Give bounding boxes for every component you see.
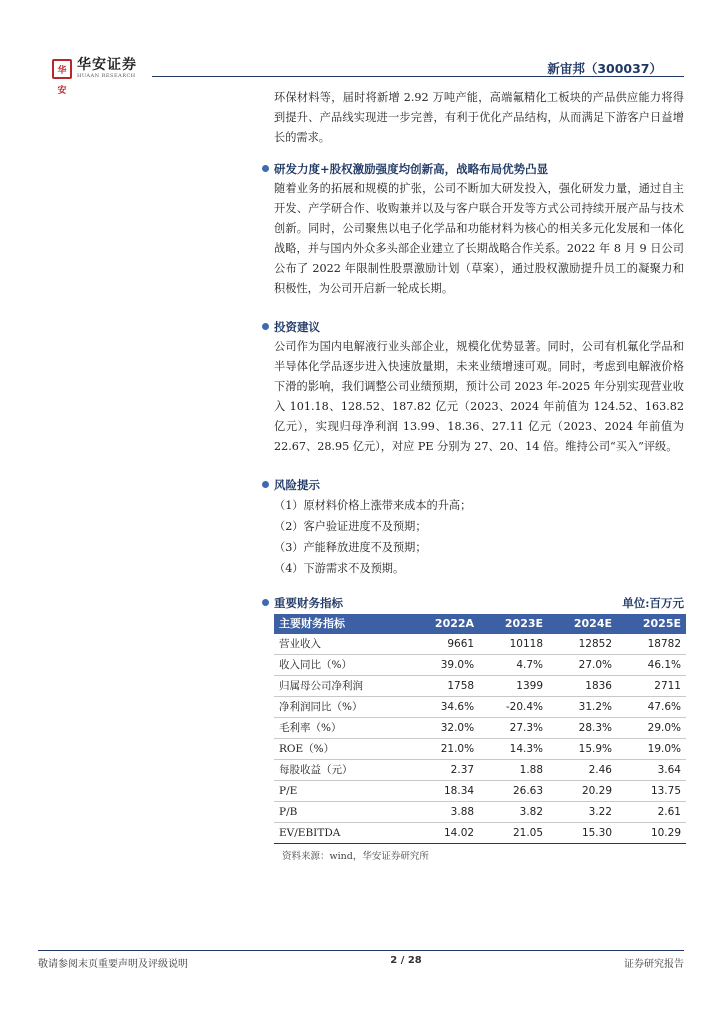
table-cell: 3.22	[548, 802, 617, 823]
table-cell: 3.64	[617, 760, 686, 781]
financials-section	[274, 593, 684, 867]
table-cell: 1.88	[479, 760, 548, 781]
row-label: P/B	[274, 802, 409, 823]
table-cell: 1758	[409, 676, 479, 697]
table-cell: 27.0%	[548, 655, 617, 676]
page-number: 2 / 28	[390, 955, 422, 966]
column-header: 2023E	[479, 614, 548, 634]
table-cell: 13.75	[617, 781, 686, 802]
bullet-icon	[262, 165, 269, 172]
table-cell: 9661	[409, 634, 479, 655]
footer-divider	[38, 950, 684, 951]
company-logo	[52, 57, 137, 96]
table-cell: 21.05	[479, 823, 548, 844]
column-header: 主要财务指标	[274, 614, 409, 634]
footer-label: 证券研究报告	[624, 959, 684, 970]
intro-paragraph: 环保材料等，届时将新增 2.92 万吨产能，高端氟精化工板块的产品供应能力将得到提升、产品线实现进一步完善，有利于优化产品结构，从而满足下游客户日益增长的需求。	[274, 91, 684, 144]
footer-disclaimer: 敬请参阅末页重要声明及评级说明	[38, 959, 188, 970]
page-footer	[38, 950, 684, 970]
table-cell: 3.88	[409, 802, 479, 823]
table-row	[274, 676, 686, 697]
table-row	[274, 634, 686, 655]
table-cell: 12852	[548, 634, 617, 655]
header-divider	[152, 76, 684, 77]
table-cell: -20.4%	[479, 697, 548, 718]
table-cell: 31.2%	[548, 697, 617, 718]
risk-item: （1）原材料价格上涨带来成本的升高；	[274, 499, 472, 512]
column-header: 2022A	[409, 614, 479, 634]
main-content	[274, 88, 684, 867]
invest-section-title	[262, 317, 684, 337]
row-label: 毛利率（%）	[274, 718, 409, 739]
table-row	[274, 760, 686, 781]
row-label: 归属母公司净利润	[274, 676, 409, 697]
table-cell: 14.3%	[479, 739, 548, 760]
table-cell: 15.30	[548, 823, 617, 844]
table-row	[274, 781, 686, 802]
table-cell: 32.0%	[409, 718, 479, 739]
column-header: 2025E	[617, 614, 686, 634]
invest-title-text: 投资建议	[274, 320, 320, 334]
table-cell: 46.1%	[617, 655, 686, 676]
table-cell: 2.46	[548, 760, 617, 781]
table-cell: 14.02	[409, 823, 479, 844]
invest-section	[274, 317, 684, 457]
table-cell: 10.29	[617, 823, 686, 844]
table-row	[274, 655, 686, 676]
risk-section	[274, 475, 684, 579]
financials-title	[262, 593, 343, 613]
bullet-icon	[262, 481, 269, 488]
table-cell: 4.7%	[479, 655, 548, 676]
table-row	[274, 718, 686, 739]
bullet-icon	[262, 599, 269, 606]
row-label: ROE（%）	[274, 739, 409, 760]
table-header-row	[274, 614, 686, 634]
table-cell: 47.6%	[617, 697, 686, 718]
table-cell: 18.34	[409, 781, 479, 802]
bullet-icon	[262, 323, 269, 330]
risk-item: （4）下游需求不及预期。	[274, 562, 405, 575]
table-cell: 15.9%	[548, 739, 617, 760]
rd-title-text: 研发力度+股权激励强度均创新高，战略布局优势凸显	[274, 162, 549, 176]
table-row	[274, 739, 686, 760]
table-cell: 10118	[479, 634, 548, 655]
table-cell: 26.63	[479, 781, 548, 802]
report-stock-title: 新宙邦（300037）	[547, 61, 662, 76]
financials-title-text: 重要财务指标	[274, 596, 343, 610]
table-cell: 2711	[617, 676, 686, 697]
financials-table-body	[274, 634, 686, 844]
table-cell: 1399	[479, 676, 548, 697]
table-row	[274, 823, 686, 844]
column-header: 2024E	[548, 614, 617, 634]
risk-item: （2）客户验证进度不及预期；	[274, 520, 427, 533]
financials-table	[274, 614, 686, 844]
table-cell: 29.0%	[617, 718, 686, 739]
row-label: 净利润同比（%）	[274, 697, 409, 718]
logo-name: 华安证券	[77, 57, 137, 73]
table-cell: 1836	[548, 676, 617, 697]
table-cell: 28.3%	[548, 718, 617, 739]
row-label: 每股收益（元）	[274, 760, 409, 781]
row-label: EV/EBITDA	[274, 823, 409, 844]
table-row	[274, 802, 686, 823]
table-row	[274, 697, 686, 718]
risk-section-title	[262, 475, 684, 495]
rd-paragraph: 随着业务的拓展和规模的扩张，公司不断加大研发投入，强化研发力量，通过自主开发、产学研合作、收购兼并以及与客户联合开发等方式公司持续开展产品与技术创新。同时，公司聚焦以电子化学品和功能材料为核心的相关多元化发展和一体化战略，并与国内外众多头部企业建立了长期战略合作关系。2022 年 8 月 9 日公司公布了 2022 年限制性股票激励计划（草案），通过股权激励提升员工的凝聚力和积极性，为公司开启新一轮成长期。	[274, 182, 684, 295]
table-cell: 2.37	[409, 760, 479, 781]
row-label: 收入同比（%）	[274, 655, 409, 676]
table-cell: 2.61	[617, 802, 686, 823]
table-cell: 34.6%	[409, 697, 479, 718]
table-cell: 18782	[617, 634, 686, 655]
logo-seal-icon: 华安	[52, 59, 72, 79]
rd-section	[274, 159, 684, 299]
logo-english: HUAAN RESEARCH	[77, 73, 136, 79]
financials-unit: 单位:百万元	[622, 596, 684, 610]
risk-title-text: 风险提示	[274, 478, 320, 492]
table-cell: 21.0%	[409, 739, 479, 760]
table-cell: 3.82	[479, 802, 548, 823]
source-note: 资料来源：wind，华安证券研究所	[282, 851, 429, 862]
invest-paragraph: 公司作为国内电解液行业头部企业，规模化优势显著。同时，公司有机氟化学品和半导体化学品逐步进入快速放量期，未来业绩增速可观。同时，考虑到电解液价格下滑的影响，我们调整公司业绩预期，预计公司 2023 年-2025 年分别实现营业收入 101.18、128.52、187.82 亿元（2023、2024 年前值为 124.52、163.82 亿元），实现归母净利润 13.99、18.36、27.11 亿元（2023、2024 年前值为 22.67、28.95 亿元），对应 PE 分别为 27、20、14 倍。维持公司“买入”评级。	[274, 340, 684, 453]
risk-item: （3）产能释放进度不及预期；	[274, 541, 427, 554]
row-label: 营业收入	[274, 634, 409, 655]
table-cell: 27.3%	[479, 718, 548, 739]
table-cell: 20.29	[548, 781, 617, 802]
table-cell: 19.0%	[617, 739, 686, 760]
page-header	[52, 57, 684, 96]
row-label: P/E	[274, 781, 409, 802]
table-cell: 39.0%	[409, 655, 479, 676]
rd-section-title	[262, 159, 684, 179]
